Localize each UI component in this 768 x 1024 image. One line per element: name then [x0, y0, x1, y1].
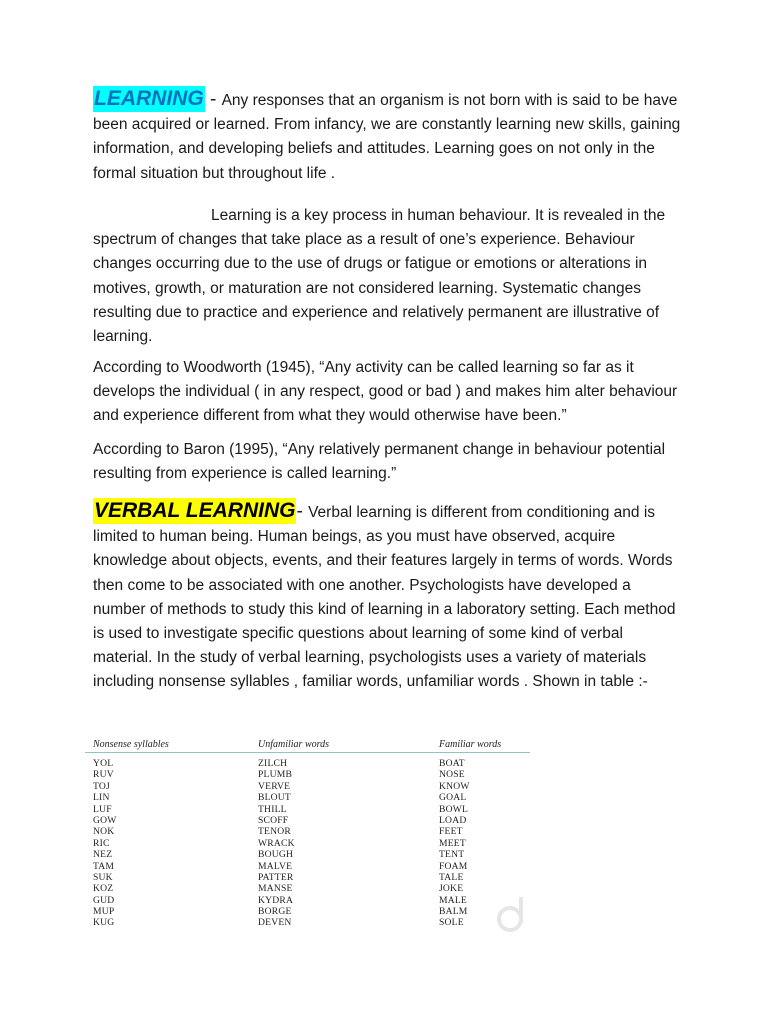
table-cell: ZILCH [258, 758, 288, 769]
table-cell: MANSE [258, 883, 293, 895]
table-cell: GOAL [439, 792, 467, 804]
header-familiar-words: Familiar words [439, 739, 502, 750]
table-cell: NEZ [93, 849, 113, 861]
table-cell: GOW [93, 814, 117, 826]
nonsense-syllables-column [93, 758, 117, 929]
table-cell: TENOR [258, 826, 291, 838]
learning-dash: - [204, 89, 222, 110]
table-cell: BALM [439, 906, 468, 918]
table-cell: TOJ [93, 780, 110, 792]
table-cell: TENT [439, 849, 465, 861]
table-cell: BOUGH [258, 849, 294, 861]
learning-intro-text: Any responses that an organism is not born with is said to be have been acquired or learned. From infancy, we are constantly learning new skills, gaining information, and developing beliefs and attitudes. Learning goes on not only in the formal situation but throughout life . [93, 92, 681, 182]
watermark-logo [488, 893, 528, 933]
learning-process-text: Learning is a key process in human behaviour. It is revealed in the spectrum of changes that take place as a result of one’s experience. Behaviour changes occurring due to the use of drugs or fatigue or emotions or alterations in motives, growth, or maturation are not considered learning. Systematic changes resulting due to practice and experience and relatively permanent are illustrative of learning. [93, 207, 666, 346]
table-cell: BLOUT [258, 792, 291, 804]
table-cell: WRACK [258, 837, 295, 849]
table-cell: KOZ [93, 883, 114, 895]
table-cell: MUP [93, 906, 115, 918]
table-cell: TAM [93, 860, 115, 872]
table-cell: MALVE [258, 860, 293, 872]
learning-process-paragraph [93, 204, 683, 349]
table-cell: NOSE [439, 769, 465, 781]
woodworth-definition: According to Woodworth (1945), “Any activity can be called learning so far as it develops the individual ( in any respect, good or bad ) and makes him alter behaviour and experience different from what they would otherwise have been.” [93, 359, 678, 425]
table-cell: TALE [439, 871, 464, 883]
table-cell: SCOFF [258, 814, 289, 826]
table-cell: NOK [93, 826, 115, 838]
table-cell: RUV [93, 769, 114, 781]
verbal-dash: - [296, 501, 309, 522]
familiar-words-column [439, 758, 470, 929]
table-cell: LUF [93, 803, 112, 815]
table-cell: FOAM [439, 860, 468, 872]
verbal-learning-heading: VERBAL LEARNING [94, 499, 296, 522]
table-cell: LOAD [439, 814, 467, 826]
table-cell: YOL [93, 758, 114, 769]
table-cell: DEVEN [258, 917, 292, 929]
table-cell: LIN [93, 792, 110, 804]
table-cell: KYDRA [258, 894, 294, 906]
learning-heading: LEARNING [94, 87, 204, 110]
baron-definition: According to Baron (1995), “Any relatively permanent change in behaviour potential resulting from experience is called learning.” [93, 441, 666, 483]
table-cell: BOWL [439, 803, 469, 815]
table-cell: GUD [93, 894, 115, 906]
unfamiliar-words-column [258, 758, 295, 929]
header-nonsense-syllables: Nonsense syllables [93, 739, 169, 750]
table-cell: JOKE [439, 883, 464, 895]
learning-paragraph [93, 86, 683, 186]
verbal-learning-paragraph [93, 498, 683, 695]
table-cell: MALE [439, 894, 467, 906]
table-cell: KUG [93, 917, 115, 929]
table-cell: SUK [93, 871, 113, 883]
table-cell: VERVE [258, 780, 291, 792]
table-cell: MEET [439, 837, 466, 849]
table-cell: BORGE [258, 906, 292, 918]
table-cell: FEET [439, 826, 463, 838]
table-cell: PATTER [258, 871, 294, 883]
word-list-table [85, 738, 530, 930]
table-cell: RIC [93, 837, 110, 849]
verbal-learning-text: Verbal learning is different from conditioning and is limited to human being. Human beings, as you must have observed, acquire knowledge about objects, events, and their features largely in terms of words. Words then come to be associated with one another. Psychologists have developed a number of methods to study this kind of learning in a laboratory setting. Each method is used to investigate specific questions about learning of some kind of verbal material. In the study of verbal learning, psychologists uses a variety of materials including nonsense syllables , familiar words, unfamiliar words . Shown in table :- [93, 504, 676, 691]
table-cell: BOAT [439, 758, 465, 769]
table-cell: PLUMB [258, 769, 293, 781]
table-cell: KNOW [439, 780, 470, 792]
header-unfamiliar-words: Unfamiliar words [258, 739, 330, 750]
table-cell: THILL [258, 803, 287, 815]
table-cell: SOLE [439, 917, 464, 929]
table-header [85, 738, 530, 753]
